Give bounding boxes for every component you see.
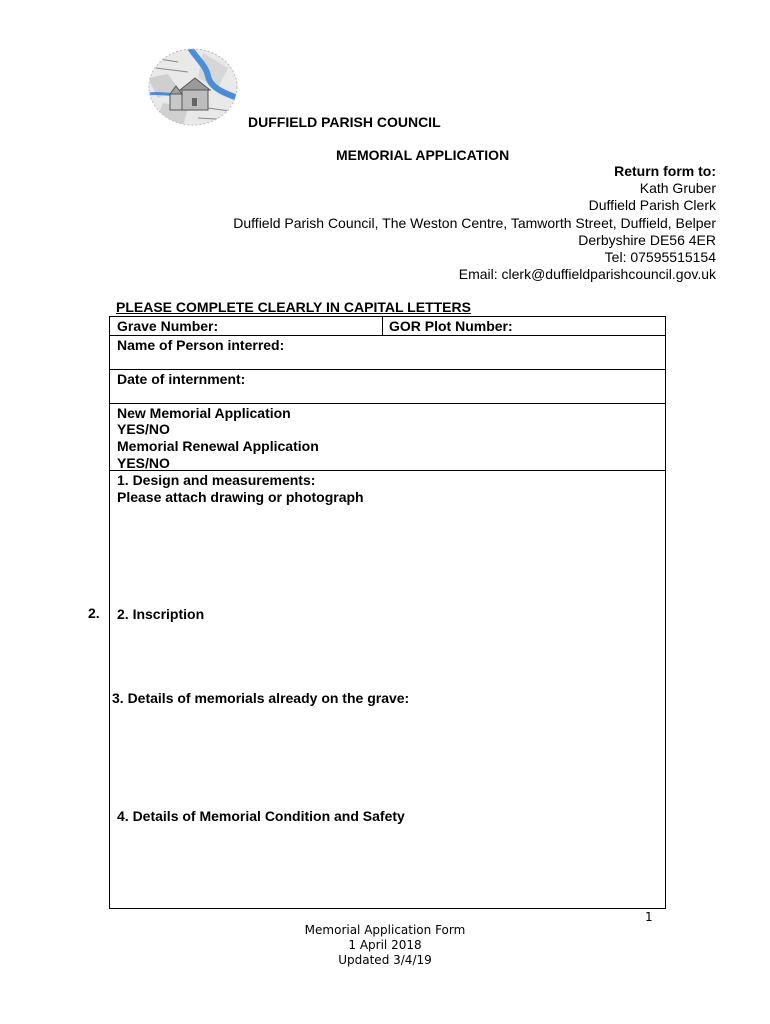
footer-form-name: Memorial Application Form (304, 923, 466, 937)
new-memorial-yes-no[interactable]: YES/NO (117, 421, 170, 437)
parish-council-logo (148, 48, 238, 126)
design-measurements-heading: 1. Design and measurements: (117, 472, 316, 488)
footer-updated: Updated 3/4/19 (338, 953, 432, 967)
footer-date: 1 April 2018 (348, 938, 422, 952)
page-footer (0, 923, 770, 968)
form-title: MEMORIAL APPLICATION (336, 147, 510, 163)
application-form-table (109, 316, 666, 909)
return-name: Kath Gruber (639, 180, 716, 197)
return-phone: Tel: 07595515154 (604, 249, 716, 266)
return-county: Derbyshire DE56 4ER (578, 231, 716, 248)
grave-number-field[interactable]: Grave Number: (117, 318, 219, 334)
row-divider (110, 403, 665, 404)
renewal-label: Memorial Renewal Application (117, 438, 319, 454)
column-divider (382, 317, 383, 335)
memorial-condition-heading: 4. Details of Memorial Condition and Safety (117, 808, 405, 824)
organisation-name: DUFFIELD PARISH COUNCIL (248, 114, 441, 130)
renewal-yes-no[interactable]: YES/NO (117, 455, 170, 471)
row-divider (110, 369, 665, 370)
row-divider (110, 470, 665, 471)
completion-instruction: PLEASE COMPLETE CLEARLY IN CAPITAL LETTERS (116, 299, 471, 315)
return-email: Email: clerk@duffieldparishcouncil.gov.uk (458, 266, 716, 283)
attach-drawing-note: Please attach drawing or photograph (117, 489, 364, 505)
return-street: Duffield Parish Council, The Weston Centre, Tamworth Street, Duffield, Belper (233, 214, 716, 231)
return-role: Duffield Parish Clerk (588, 197, 716, 214)
row-divider (110, 335, 665, 336)
new-memorial-label: New Memorial Application (117, 405, 291, 421)
return-heading: Return form to: (614, 163, 716, 179)
page-number: 1 (645, 910, 653, 924)
existing-memorials-heading: 3. Details of memorials already on the grave: (112, 690, 410, 706)
gor-plot-number-field[interactable]: GOR Plot Number: (389, 318, 513, 334)
return-address (233, 163, 716, 283)
person-interred-field[interactable]: Name of Person interred: (117, 337, 285, 353)
date-of-internment-field[interactable]: Date of internment: (117, 371, 246, 387)
inscription-heading: 2. Inscription (117, 606, 205, 622)
outer-item-number: 2. (88, 605, 100, 621)
